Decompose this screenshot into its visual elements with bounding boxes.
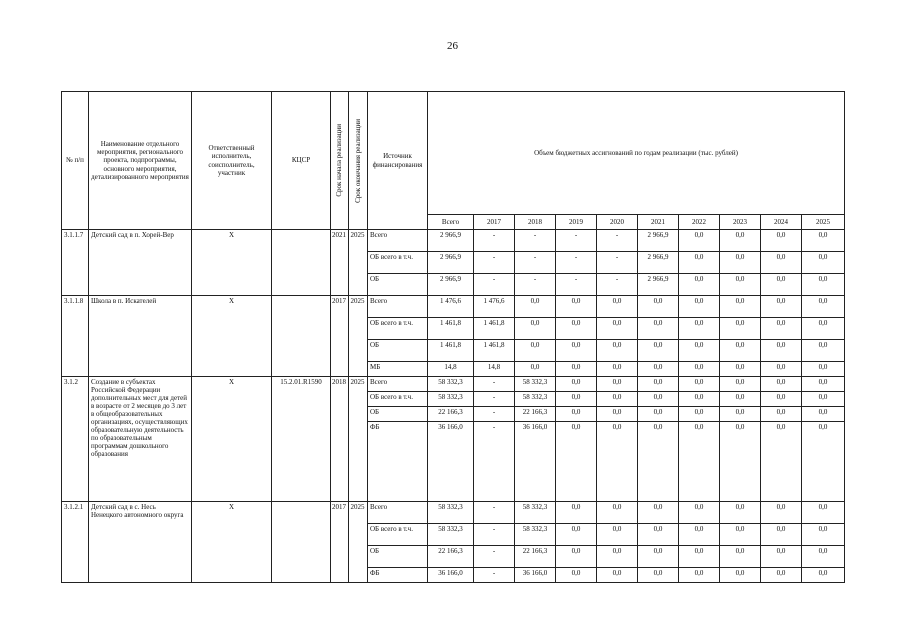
funding-source: ОБ всего в т.ч.: [368, 524, 428, 546]
budget-value: 0,0: [720, 296, 761, 318]
budget-value: 0,0: [556, 502, 597, 524]
budget-value: 0,0: [802, 252, 845, 274]
year-header: 2024: [761, 215, 802, 230]
budget-value: 0,0: [556, 407, 597, 422]
funding-source: ОБ: [368, 340, 428, 362]
funding-source: ОБ: [368, 407, 428, 422]
budget-value: 0,0: [597, 392, 638, 407]
budget-value: 22 166,3: [428, 546, 474, 568]
row-executor: Х: [192, 296, 272, 377]
budget-value: 0,0: [761, 274, 802, 296]
budget-value: 22 166,3: [515, 546, 556, 568]
budget-value: 58 332,3: [515, 377, 556, 392]
budget-value: 0,0: [679, 230, 720, 252]
budget-value: 0,0: [679, 274, 720, 296]
budget-value: 0,0: [597, 546, 638, 568]
budget-value: 0,0: [638, 568, 679, 583]
budget-value: 0,0: [597, 362, 638, 377]
budget-value: 0,0: [597, 502, 638, 524]
budget-value: 0,0: [638, 392, 679, 407]
budget-value: -: [474, 274, 515, 296]
budget-value: 0,0: [802, 340, 845, 362]
header-row: [62, 92, 845, 215]
table-row: [62, 296, 845, 318]
budget-value: 0,0: [761, 318, 802, 340]
header-kcsr: КЦСР: [272, 92, 331, 230]
budget-value: 0,0: [679, 568, 720, 583]
budget-value: 58 332,3: [428, 502, 474, 524]
budget-value: -: [597, 230, 638, 252]
budget-value: -: [474, 546, 515, 568]
budget-value: 0,0: [556, 422, 597, 502]
budget-value: 0,0: [720, 392, 761, 407]
header-volume: Объем бюджетных ассигнований по годам реализации (тыс. рублей): [428, 92, 845, 215]
year-header: 2020: [597, 215, 638, 230]
budget-value: 0,0: [679, 340, 720, 362]
header-end-cell: [349, 92, 368, 230]
budget-value: 0,0: [802, 568, 845, 583]
budget-value: 0,0: [802, 524, 845, 546]
row-executor: Х: [192, 230, 272, 296]
row-number: 3.1.1.8: [62, 296, 89, 377]
row-kcsr: [272, 230, 331, 296]
budget-value: 0,0: [679, 502, 720, 524]
funding-source: Всего: [368, 296, 428, 318]
budget-value: -: [597, 274, 638, 296]
budget-value: 14,8: [474, 362, 515, 377]
budget-value: 36 166,0: [515, 568, 556, 583]
budget-value: 14,8: [428, 362, 474, 377]
budget-value: 0,0: [802, 362, 845, 377]
row-name: Создание в субъектах Российской Федерации дополнительных мест для детей в возрасте от 2 месяцев до 3 лет в общеобразовательных организациях, осуществляющих образовательную деятельность по образовательным программам дошкольного образования: [89, 377, 192, 502]
funding-source: ФБ: [368, 568, 428, 583]
budget-value: 2 966,9: [428, 274, 474, 296]
budget-value: -: [474, 392, 515, 407]
budget-value: 36 166,0: [515, 422, 556, 502]
budget-value: 22 166,3: [515, 407, 556, 422]
budget-value: 0,0: [515, 340, 556, 362]
budget-value: 0,0: [679, 318, 720, 340]
budget-value: 0,0: [761, 392, 802, 407]
budget-value: -: [556, 230, 597, 252]
budget-value: 0,0: [679, 392, 720, 407]
budget-value: 58 332,3: [428, 524, 474, 546]
row-executor: Х: [192, 502, 272, 583]
budget-value: 0,0: [761, 524, 802, 546]
budget-value: -: [597, 252, 638, 274]
row-end: 2025: [349, 230, 368, 296]
budget-value: 0,0: [802, 230, 845, 252]
budget-value: 0,0: [556, 524, 597, 546]
funding-source: Всего: [368, 230, 428, 252]
budget-value: 0,0: [556, 340, 597, 362]
header-start: Срок начала реализации: [335, 124, 344, 197]
budget-value: 1 461,8: [474, 318, 515, 340]
budget-value: 36 166,0: [428, 422, 474, 502]
budget-value: 0,0: [802, 318, 845, 340]
funding-source: ОБ: [368, 274, 428, 296]
budget-value: 2 966,9: [428, 230, 474, 252]
budget-value: 0,0: [597, 524, 638, 546]
budget-value: 0,0: [720, 362, 761, 377]
budget-value: 0,0: [761, 407, 802, 422]
budget-value: 0,0: [556, 568, 597, 583]
row-kcsr: 15.2.01.R1590: [272, 377, 331, 502]
budget-value: 58 332,3: [515, 502, 556, 524]
year-header: Всего: [428, 215, 474, 230]
budget-value: 0,0: [638, 407, 679, 422]
header-source: Источник финансирования: [368, 92, 428, 230]
row-number: 3.1.2.1: [62, 502, 89, 583]
budget-value: 0,0: [515, 296, 556, 318]
budget-value: -: [474, 524, 515, 546]
budget-value: 58 332,3: [515, 392, 556, 407]
budget-value: 0,0: [802, 392, 845, 407]
budget-value: 0,0: [761, 502, 802, 524]
budget-value: -: [556, 274, 597, 296]
budget-value: 2 966,9: [638, 252, 679, 274]
row-end: 2025: [349, 502, 368, 583]
budget-value: 0,0: [556, 377, 597, 392]
budget-value: 0,0: [597, 407, 638, 422]
budget-value: 2 966,9: [428, 252, 474, 274]
budget-value: -: [515, 252, 556, 274]
budget-value: 0,0: [761, 340, 802, 362]
budget-value: 0,0: [679, 407, 720, 422]
budget-value: 0,0: [638, 524, 679, 546]
budget-value: 0,0: [720, 502, 761, 524]
budget-value: -: [474, 407, 515, 422]
budget-value: -: [556, 252, 597, 274]
row-kcsr: [272, 502, 331, 583]
row-end: 2025: [349, 377, 368, 502]
budget-value: 0,0: [597, 318, 638, 340]
budget-value: 0,0: [802, 407, 845, 422]
table-row: [62, 230, 845, 252]
year-header: 2017: [474, 215, 515, 230]
budget-value: 0,0: [720, 230, 761, 252]
budget-value: 58 332,3: [515, 524, 556, 546]
funding-source: ОБ всего в т.ч.: [368, 318, 428, 340]
budget-value: 0,0: [761, 252, 802, 274]
budget-value: -: [474, 252, 515, 274]
funding-source: ФБ: [368, 422, 428, 502]
budget-value: 0,0: [638, 546, 679, 568]
budget-value: -: [474, 230, 515, 252]
budget-value: 0,0: [720, 318, 761, 340]
budget-value: 0,0: [638, 296, 679, 318]
funding-source: Всего: [368, 502, 428, 524]
row-start: 2017: [331, 502, 349, 583]
row-start: 2021: [331, 230, 349, 296]
budget-value: 0,0: [802, 546, 845, 568]
budget-value: 0,0: [802, 422, 845, 502]
budget-value: -: [474, 377, 515, 392]
row-executor: Х: [192, 377, 272, 502]
budget-value: 0,0: [515, 318, 556, 340]
budget-value: 0,0: [556, 296, 597, 318]
row-start: 2018: [331, 377, 349, 502]
row-number: 3.1.1.7: [62, 230, 89, 296]
budget-value: 1 476,6: [428, 296, 474, 318]
header-start-cell: [331, 92, 349, 230]
budget-value: 0,0: [720, 252, 761, 274]
row-start: 2017: [331, 296, 349, 377]
budget-value: 0,0: [515, 362, 556, 377]
budget-value: 0,0: [597, 340, 638, 362]
budget-value: 0,0: [761, 296, 802, 318]
budget-value: 0,0: [597, 296, 638, 318]
budget-value: 58 332,3: [428, 392, 474, 407]
budget-value: 0,0: [638, 422, 679, 502]
row-name: Детский сад в п. Хорей-Вер: [89, 230, 192, 296]
budget-value: 0,0: [679, 546, 720, 568]
budget-value: 0,0: [761, 422, 802, 502]
funding-source: Всего: [368, 377, 428, 392]
budget-value: 0,0: [638, 318, 679, 340]
budget-value: 0,0: [761, 568, 802, 583]
budget-value: 0,0: [597, 377, 638, 392]
budget-table: [61, 91, 845, 583]
budget-value: 0,0: [679, 296, 720, 318]
budget-value: 0,0: [597, 422, 638, 502]
year-header: 2023: [720, 215, 761, 230]
year-header: 2025: [802, 215, 845, 230]
funding-source: ОБ: [368, 546, 428, 568]
year-header: 2018: [515, 215, 556, 230]
budget-value: 0,0: [556, 392, 597, 407]
budget-value: 58 332,3: [428, 377, 474, 392]
budget-value: -: [515, 230, 556, 252]
year-header: 2022: [679, 215, 720, 230]
budget-value: 0,0: [638, 502, 679, 524]
year-header: 2019: [556, 215, 597, 230]
row-kcsr: [272, 296, 331, 377]
budget-value: 0,0: [802, 502, 845, 524]
budget-value: 0,0: [720, 568, 761, 583]
budget-value: 1 461,8: [428, 340, 474, 362]
budget-value: 1 461,8: [428, 318, 474, 340]
budget-value: 0,0: [638, 340, 679, 362]
budget-value: 0,0: [720, 546, 761, 568]
budget-value: 0,0: [556, 362, 597, 377]
budget-value: 0,0: [720, 524, 761, 546]
budget-value: 0,0: [761, 362, 802, 377]
budget-value: 0,0: [679, 524, 720, 546]
page-number: 26: [447, 40, 458, 52]
row-name: Детский сад в с. Несь Ненецкого автономного округа: [89, 502, 192, 583]
budget-value: 2 966,9: [638, 230, 679, 252]
budget-value: 0,0: [556, 546, 597, 568]
budget-value: 0,0: [638, 377, 679, 392]
header-executor: Ответственный исполнитель, соисполнитель, участник: [192, 92, 272, 230]
budget-value: 0,0: [761, 546, 802, 568]
budget-value: 0,0: [802, 296, 845, 318]
budget-value: 0,0: [679, 422, 720, 502]
budget-value: 0,0: [597, 568, 638, 583]
budget-value: 36 166,0: [428, 568, 474, 583]
budget-value: 0,0: [802, 274, 845, 296]
row-number: 3.1.2: [62, 377, 89, 502]
row-name: Школа в п. Искателей: [89, 296, 192, 377]
header-name: Наименование отдельного мероприятия, регионального проекта, подпрограммы, основного мероприятия, детализированного мероприятия: [89, 92, 192, 230]
budget-value: 1 476,6: [474, 296, 515, 318]
year-header: 2021: [638, 215, 679, 230]
budget-value: 2 966,9: [638, 274, 679, 296]
budget-value: -: [474, 422, 515, 502]
funding-source: МБ: [368, 362, 428, 377]
header-num: № п/п: [62, 92, 89, 230]
budget-value: 0,0: [761, 230, 802, 252]
budget-value: 0,0: [720, 422, 761, 502]
budget-value: 0,0: [556, 318, 597, 340]
budget-value: 0,0: [802, 377, 845, 392]
budget-value: 0,0: [638, 362, 679, 377]
budget-value: -: [515, 274, 556, 296]
budget-value: 0,0: [679, 362, 720, 377]
budget-value: 0,0: [679, 252, 720, 274]
budget-value: -: [474, 568, 515, 583]
table-row: [62, 377, 845, 392]
funding-source: ОБ всего в т.ч.: [368, 392, 428, 407]
budget-value: 1 461,8: [474, 340, 515, 362]
budget-value: 0,0: [761, 377, 802, 392]
funding-source: ОБ всего в т.ч.: [368, 252, 428, 274]
budget-value: 0,0: [720, 407, 761, 422]
budget-value: -: [474, 502, 515, 524]
budget-value: 0,0: [720, 274, 761, 296]
budget-value: 0,0: [720, 340, 761, 362]
row-end: 2025: [349, 296, 368, 377]
table-row: [62, 502, 845, 524]
budget-value: 0,0: [720, 377, 761, 392]
budget-value: 22 166,3: [428, 407, 474, 422]
header-end: Срок окончания реализации: [353, 118, 362, 203]
budget-value: 0,0: [679, 377, 720, 392]
